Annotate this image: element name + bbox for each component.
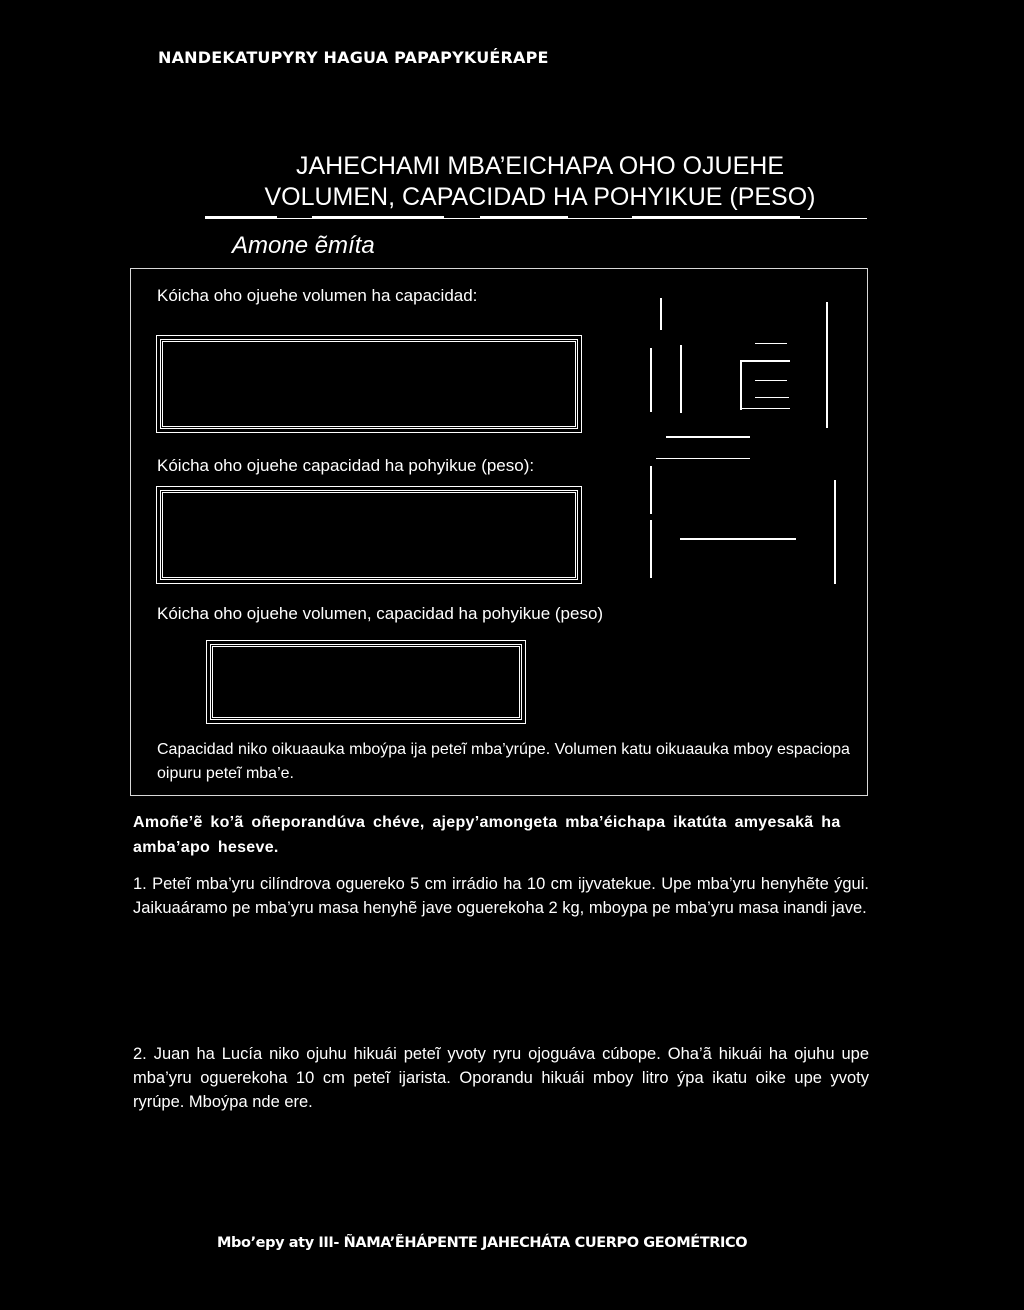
relation-label-volume-capacity: Kóicha oho ojuehe volumen ha capacidad: bbox=[157, 286, 478, 305]
decorative-line bbox=[650, 520, 652, 578]
decorative-line bbox=[755, 397, 789, 398]
page-title-line-2: VOLUMEN, CAPACIDAD HA POHYIKUE (PESO) bbox=[264, 183, 816, 211]
decorative-line bbox=[755, 343, 787, 344]
decorative-line bbox=[834, 480, 836, 584]
title-underline-segment bbox=[205, 216, 277, 218]
decorative-line bbox=[666, 436, 750, 438]
problem-1: 1. Peteĩ mba’yru cilíndrova oguereko 5 cm irrádio ha 10 cm ijyvatekue. Upe mba’yru henyhẽte ýgui. Jaikuaáramo pe mba’yru masa henyhẽ jave oguerekoha 2 kg, mboypa pe mba’yru masa inandi jave. bbox=[133, 875, 869, 917]
decorative-line bbox=[660, 298, 662, 330]
page-title-line-1: JAHECHAMI MBA’EICHAPA OHO OJUEHE bbox=[295, 152, 785, 180]
relation-label-capacity-weight: Kóicha oho ojuehe capacidad ha pohyikue (peso): bbox=[157, 456, 535, 475]
decorative-line bbox=[826, 302, 828, 428]
decorative-line bbox=[680, 345, 682, 413]
page-header: NANDEKATUPYRY HAGUA PAPAPYKUÉRAPE bbox=[158, 48, 549, 67]
section-subtitle: Amone ẽmíta bbox=[232, 232, 375, 259]
answer-box-volume-capacity[interactable] bbox=[160, 339, 578, 429]
relation-label-volume-capacity-weight: Kóicha oho ojuehe volumen, capacidad ha pohyikue (peso) bbox=[157, 604, 604, 623]
page-footer: Mbo’epy aty III- ÑAMA’ẼHÁPENTE JAHECHÁTA CUERPO GEOMÉTRICO bbox=[217, 1235, 748, 1251]
decorative-line bbox=[740, 408, 790, 409]
title-underline-segment bbox=[632, 216, 800, 218]
definition-note: Capacidad niko oikuaauka mboýpa ija peteĩ mba’yrúpe. Volumen katu oikuaauka mboy espaciopa oipuru peteĩ mba’e. bbox=[157, 741, 850, 782]
decorative-line bbox=[740, 360, 742, 410]
decorative-line bbox=[650, 348, 652, 412]
instruction-text: Amoñe’ẽ ko’ã oñeporandúva chéve, ajepy’amongeta mba’éichapa ikatúta amyesakã ha amba’apo heseve. bbox=[133, 814, 841, 856]
title-underline-segment bbox=[480, 216, 568, 218]
answer-box-capacity-weight[interactable] bbox=[160, 490, 578, 580]
decorative-line bbox=[656, 458, 750, 459]
decorative-line bbox=[650, 466, 652, 514]
decorative-line bbox=[755, 380, 787, 381]
decorative-line bbox=[740, 360, 790, 362]
answer-box-volume-capacity-weight[interactable] bbox=[210, 644, 522, 720]
decorative-line bbox=[680, 538, 796, 540]
problem-2: 2. Juan ha Lucía niko ojuhu hikuái peteĩ yvoty ryru ojoguáva cúbope. Oha’ã hikuái ha ojuhu upe mba’yru oguerekoha 10 cm peteĩ ijarista. Oporandu hikuái mboy litro ýpa ikatu oike upe yvoty ryrúpe. Mboýpa nde ere. bbox=[133, 1045, 869, 1111]
title-underline bbox=[205, 218, 867, 219]
title-underline-segment bbox=[312, 216, 444, 218]
